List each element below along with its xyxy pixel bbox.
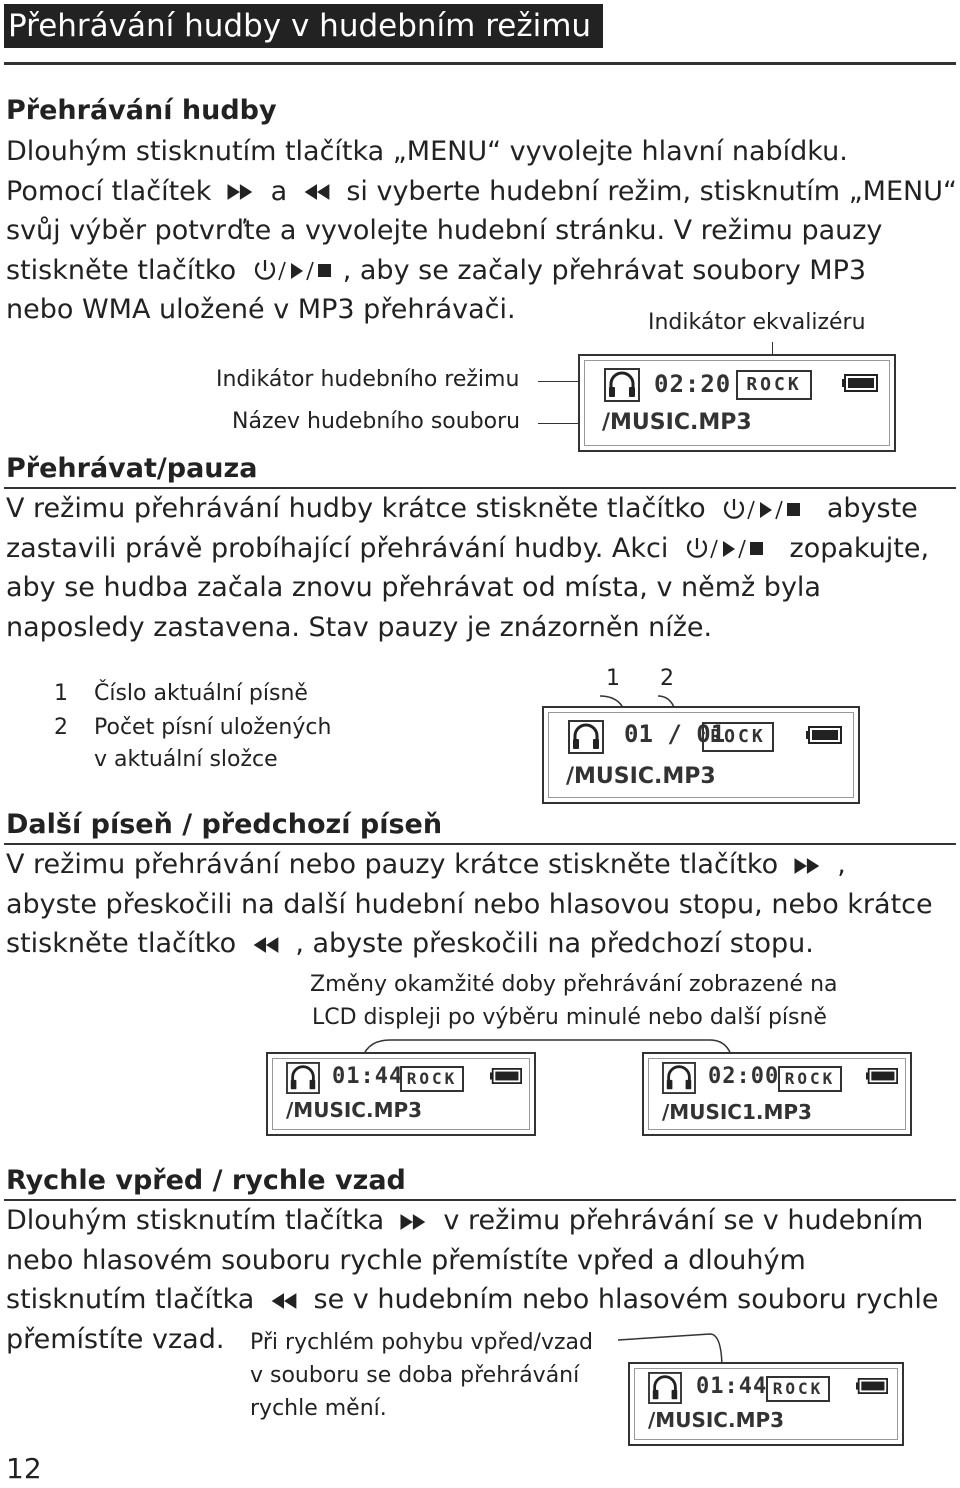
pause-paragraph: [6, 489, 958, 647]
lcd-time: 01:44: [332, 1064, 404, 1089]
power-play-stop-icon: [720, 497, 812, 523]
text-line: zastavili právě probíhající přehrávání hudby. Akci zopakujte,: [6, 532, 930, 564]
rewind-icon: [251, 936, 281, 954]
lcd-filename: /MUSIC.MP3: [602, 410, 752, 435]
text-line: naposledy zastavena. Stav pauzy je znázorněn níže.: [6, 611, 713, 643]
fast-forward-icon: [793, 857, 823, 875]
text-line: Dlouhým stisknutím tlačítka v režimu přehrávání se v hudebním: [6, 1205, 924, 1236]
lcd-filename: /MUSIC.MP3: [648, 1408, 785, 1432]
lcd-eq-badge: ROCK: [702, 722, 774, 752]
text-line: stisknutím tlačítka se v hudebním nebo hlasovém souboru rychle: [6, 1284, 939, 1315]
lcd-display: [578, 354, 896, 452]
next-prev-note-line1: Změny okamžité doby přehrávání zobrazené na: [310, 972, 838, 997]
text-line: Dlouhým stisknutím tlačítka „MENU“ vyvolejte hlavní nabídku.: [6, 136, 848, 167]
ff-rw-note-line3: rychle mění.: [250, 1396, 387, 1421]
fast-forward-icon: [226, 183, 256, 201]
page-title: Přehrávání hudby v hudebním režimu: [4, 4, 603, 48]
section-heading-ff-rw: Rychle vpřed / rychle vzad: [6, 1165, 406, 1196]
battery-icon: [856, 1378, 888, 1394]
lcd-eq-badge: ROCK: [736, 370, 812, 400]
lcd-time: 02:20: [654, 370, 732, 398]
text-line: stiskněte tlačítko , abyste přeskočili na předchozí stopu.: [6, 928, 814, 959]
headphones-icon: [604, 368, 640, 402]
section-heading-next-prev: Další píseň / předchozí píseň: [6, 809, 443, 840]
battery-icon: [490, 1068, 522, 1084]
text-line: V režimu přehrávání hudby krátce stiskněte tlačítko abyste: [6, 493, 918, 524]
text-line: nebo WMA uložené v MP3 přehrávači.: [6, 294, 516, 325]
lcd-eq-badge: ROCK: [400, 1066, 464, 1092]
lcd-track-counter: 01 / 01: [624, 720, 726, 748]
callout-2: 2: [660, 666, 674, 691]
lcd-time: 02:00: [708, 1064, 780, 1089]
text-line: Pomocí tlačítek a si vyberte hudební režim, stisknutím „MENU“: [6, 175, 957, 207]
legend-num-2: 2: [54, 715, 68, 740]
lcd-display-left: [266, 1052, 536, 1136]
text-line: nebo hlasovém souboru rychle přemístíte vpřed a dlouhým: [6, 1244, 806, 1276]
battery-icon: [842, 374, 878, 392]
lcd-filename: /MUSIC.MP3: [566, 764, 716, 789]
battery-icon: [806, 726, 842, 744]
legend-text-1: Číslo aktuální písně: [94, 681, 308, 706]
headphones-icon: [568, 720, 604, 754]
lcd-filename: /MUSIC.MP3: [286, 1098, 423, 1122]
lcd-display: [542, 706, 860, 804]
lcd-filename: /MUSIC1.MP3: [662, 1100, 812, 1124]
lcd-time: 01:44: [696, 1374, 768, 1399]
section-heading-pause: Přehrávat/pauza: [6, 453, 258, 484]
headphones-icon: [286, 1062, 320, 1094]
legend-num-1: 1: [54, 681, 68, 706]
text-line: přemístíte vzad.: [6, 1323, 225, 1355]
next-prev-paragraph: [6, 845, 958, 964]
text-line: abyste přeskočili na další hudební nebo hlasovou stopu, nebo krátce: [6, 888, 933, 920]
next-prev-note-line2: LCD displeji po výběru minulé nebo další písně: [312, 1005, 827, 1030]
rewind-icon: [302, 183, 332, 201]
ff-rw-note-line2: v souboru se doba přehrávání: [250, 1363, 580, 1388]
power-play-stop-icon: [683, 536, 775, 562]
section-heading-play: Přehrávání hudby: [6, 95, 277, 126]
text-line: V režimu přehrávání nebo pauzy krátce stiskněte tlačítko ,: [6, 849, 846, 880]
mode-label: Indikátor hudebního režimu: [216, 367, 520, 392]
rewind-icon: [269, 1292, 299, 1310]
page-number: 12: [6, 1452, 42, 1485]
text-line: aby se hudba začala znovu přehrávat od místa, v němž byla: [6, 572, 821, 603]
text-line: svůj výběr potvrďte a vyvolejte hudební stránku. V režimu pauzy: [6, 215, 883, 246]
fast-forward-icon: [399, 1213, 429, 1231]
callout-1: 1: [606, 666, 620, 691]
headphones-icon: [648, 1372, 682, 1404]
title-rule: [4, 62, 956, 65]
lcd-eq-badge: ROCK: [766, 1376, 830, 1402]
battery-icon: [866, 1068, 898, 1084]
ff-rw-note-line1: Při rychlém pohybu vpřed/vzad: [250, 1330, 593, 1355]
filename-label: Název hudebního souboru: [232, 409, 521, 434]
lcd-display-right: [642, 1052, 912, 1136]
text-line: stiskněte tlačítko , aby se začaly přehrávat soubory MP3: [6, 254, 867, 286]
play-paragraph: [6, 132, 958, 330]
headphones-icon: [662, 1062, 696, 1094]
legend-text-3: v aktuální složce: [94, 747, 278, 772]
lcd-display: [628, 1362, 904, 1446]
equalizer-label: Indikátor ekvalizéru: [648, 310, 866, 335]
power-play-stop-icon: [251, 258, 343, 284]
lcd-eq-badge: ROCK: [778, 1066, 842, 1092]
legend-text-2: Počet písní uložených: [94, 715, 332, 740]
